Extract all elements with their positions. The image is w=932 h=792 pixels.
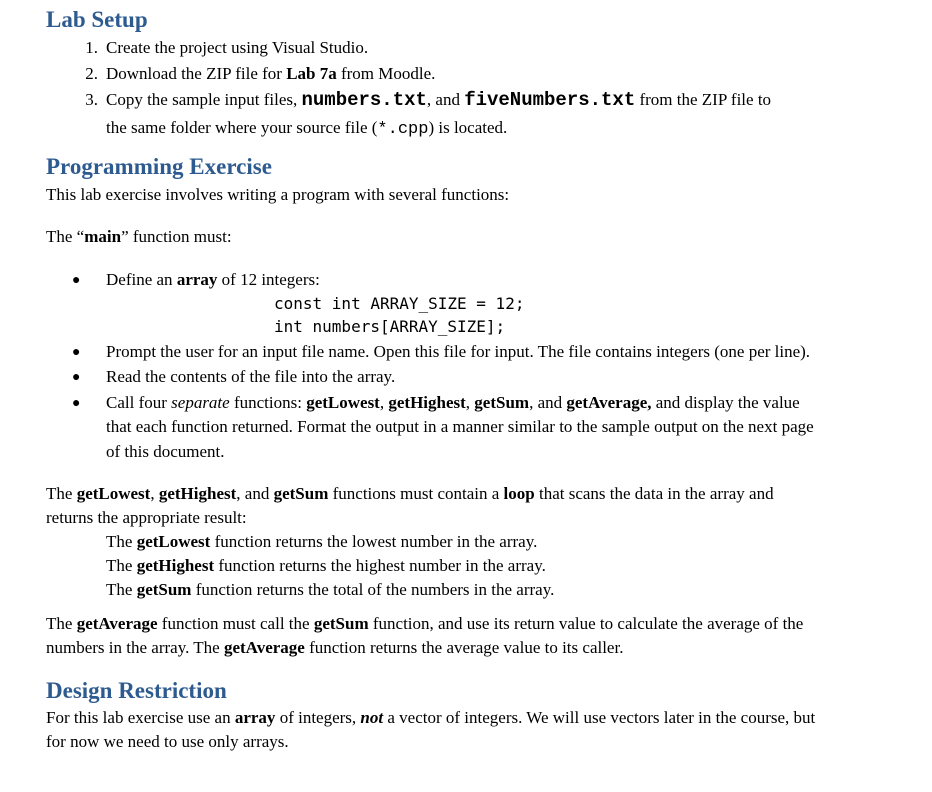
step-text-continued: the same folder where your source file (*.cpp) is located. — [106, 118, 508, 139]
heading-programming-exercise: Programming Exercise — [46, 154, 272, 179]
returns-sum: The getSum function returns the total of the numbers in the array. — [106, 580, 555, 599]
intro-text: This lab exercise involves writing a program with several functions: — [46, 185, 510, 204]
bullet-text-continued: that each function returned. Format the output in a manner similar to the sample output on the next page — [106, 417, 814, 436]
heading-lab-setup: Lab Setup — [46, 7, 148, 32]
design-text: For this lab exercise use an array of integers, not a vector of integers. We will use vectors later in the course, but — [46, 708, 816, 727]
file-name-fivenumbers: fiveNumbers.txt — [464, 89, 636, 111]
step-text: Download the ZIP file for Lab 7a from Moodle. — [106, 64, 436, 83]
bullet-text: Read the contents of the file into the array. — [106, 367, 396, 386]
code-line-2: int numbers[ARRAY_SIZE]; — [274, 317, 506, 336]
step-text: Copy the sample input files, numbers.txt, and fiveNumbers.txt from the ZIP file to — [106, 89, 772, 111]
bullet-text: Call four separate functions: getLowest, getHighest, getSum, and getAverage, and display the value — [106, 393, 800, 412]
step-number: 1. — [85, 38, 98, 57]
step-text: Create the project using Visual Studio. — [106, 38, 369, 57]
returns-highest: The getHighest function returns the highest number in the array. — [106, 556, 546, 575]
file-name-numbers: numbers.txt — [301, 89, 427, 111]
bullet-icon: ● — [72, 345, 81, 360]
bullet-icon: ● — [72, 273, 81, 288]
lab-name: Lab 7a — [286, 64, 337, 83]
bullet-icon: ● — [72, 396, 81, 411]
step-number: 3. — [85, 90, 98, 109]
main-function-text: The “main” function must: — [46, 227, 232, 246]
bullet-text: Prompt the user for an input file name. Open this file for input. The file contains integers (one per line). — [106, 342, 811, 361]
average-paragraph-continued: numbers in the array. The getAverage function returns the average value to its caller. — [46, 638, 624, 657]
step-number: 2. — [85, 64, 98, 83]
heading-design-restriction: Design Restriction — [46, 678, 227, 703]
loop-paragraph-continued: returns the appropriate result: — [46, 508, 247, 527]
design-text-continued: for now we need to use only arrays. — [46, 732, 289, 751]
loop-paragraph: The getLowest, getHighest, and getSum functions must contain a loop that scans the data in the array and — [46, 484, 774, 503]
bullet-text-continued: of this document. — [106, 442, 225, 461]
returns-lowest: The getLowest function returns the lowest number in the array. — [106, 532, 538, 551]
bullet-text: Define an array of 12 integers: — [106, 270, 320, 289]
code-line-1: const int ARRAY_SIZE = 12; — [274, 294, 525, 313]
average-paragraph: The getAverage function must call the getSum function, and use its return value to calculate the average of the — [46, 614, 804, 633]
cpp-pattern: *.cpp — [377, 120, 429, 139]
bullet-icon: ● — [72, 370, 81, 385]
